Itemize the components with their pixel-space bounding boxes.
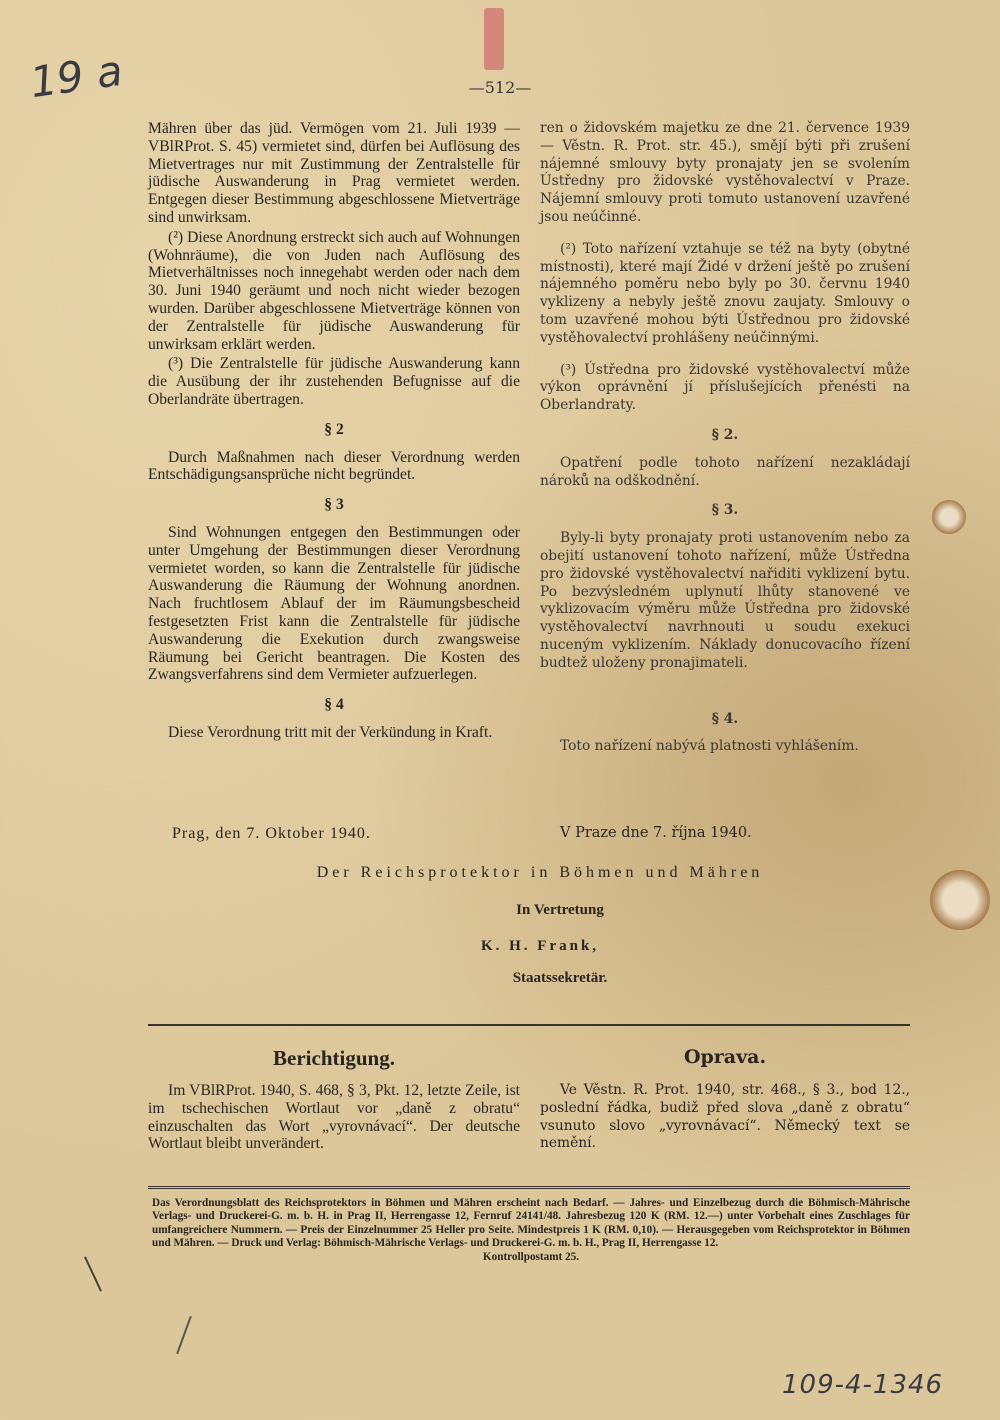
correction-text-german: Im VBlRProt. 1940, S. 468, § 3, Pkt. 12, letzte Zeile, ist im tschechischen Wortlaut vor „daně z obratu“ einzuschalten das Wort „vyrovnávací“. Der deutsche Wortlaut bleibt unverändert. xyxy=(148,1082,520,1153)
signatory-deputy-note: In Vertretung xyxy=(516,902,604,918)
signatory-role: Staatssekretär. xyxy=(512,970,608,986)
german-paragraph: Durch Maßnahmen nach dieser Verordnung werden Entschädigungsansprüche nicht begründet. xyxy=(148,448,520,484)
czech-paragraph: ren o židovském majetku ze dne 21. července 1939 — Věstn. R. Prot. str. 45.), smějí býti při zrušení nájemné smlouvy byty pronajaty jen se svolením Ústředny pro židovské vystěhovalectví v Praze. Nájemní smlouvy proti tomuto ustanovení uzavřené jsou neúčinné. xyxy=(540,120,910,225)
german-paragraph: Diese Verordnung tritt mit der Verkündung in Kraft. xyxy=(168,723,493,741)
german-paragraph: Sind Wohnungen entgegen den Bestimmungen oder unter Umgehung der Bestimmungen dieser Verordnung vermietet worden, so kann die Zentralstelle für jüdische Auswanderung die Räumung der Wohnung anordnen. Nach fruchtlosem Ablauf der im Räumungsbescheid festgesetzten Frist kann die Zentralstelle für jüdische Auswanderung die Exekution durch zwangsweise Räumung bei Gericht beantragen. Die Kosten des Zwangsverfahrens sind dem Vermieter aufzuerlegen. xyxy=(148,523,520,684)
german-paragraph: Mähren über das jüd. Vermögen vom 21. Juli 1939 — VBlRProt. S. 45) vermietet sind, dürfen bei Auflösung des Mietvertrages nur mit Zustimmung der Zentralstelle für jüdische Auswanderung in Prag vermietet werden. Entgegen dieser Bestimmung abgeschlossene Mietverträge sind unwirksam. xyxy=(148,120,520,226)
czech-paragraph: (²) Toto nařízení vztahuje se též na byty (obytné místnosti), které mají Židé v držení ještě po zrušení nájemného poměru nebo byly po 30. červnu 1940 vyklizeny a nebyly ještě znovu zaujaty. Smlouvy o tom uzavřené mohou býti Ústřednou pro židovské vystěhovalectví prohlášeny neúčinnými. xyxy=(540,240,910,346)
place-date-german: Prag, den 7. Oktober 1940. xyxy=(172,825,371,842)
german-column xyxy=(148,120,520,744)
german-paragraph: (³) Die Zentralstelle für jüdische Auswanderung kann die Ausübung der ihr zustehenden Befugnisse auf die Oberlandräte übertragen. xyxy=(148,355,520,408)
section-heading: § 2 xyxy=(324,420,344,438)
page-number: —512— xyxy=(468,78,532,97)
section-heading: § 3 xyxy=(324,496,344,514)
section-heading: § 3. xyxy=(711,502,739,519)
czech-paragraph: Opatření podle tohoto nařízení nezakládají nároků na odškodnění. xyxy=(540,454,910,489)
czech-paragraph: Toto nařízení nabývá platnosti vyhlášením. xyxy=(560,738,859,755)
czech-paragraph: Byly-li byty pronajaty proti ustanovením nebo za obejití ustanovení tohoto nařízení, může Ústředna pro židovské vystěhovalectví nařiditi vyklizení bytu. Po bezvýsledném uplynutí lhůty stanovené ve vyklizovacím výměru může Ústředna pro židovské vystěhovalectví navrhnouti u soudu exekuci nuceným vyklizením. Náklady donucovacího řízení budtež uloženy pronajimateli. xyxy=(540,530,910,671)
czech-paragraph: (³) Ústředna pro židovské vystěhovalectví může výkon oprávnění jí příslušejících přenésti na Oberlandraty. xyxy=(540,361,910,414)
publication-footer xyxy=(152,1197,910,1264)
correction-heading-german: Berichtigung. xyxy=(273,1046,395,1070)
divider xyxy=(148,1024,910,1026)
section-heading: § 4. xyxy=(711,710,739,727)
signatory-title: Der Reichsprotektor in Böhmen und Mähren xyxy=(316,864,764,881)
correction-heading-czech: Oprava. xyxy=(683,1046,767,1068)
footer-postal-note: Kontrollpostamt 25. xyxy=(482,1250,580,1263)
place-date-czech: V Praze dne 7. října 1940. xyxy=(560,825,752,841)
divider xyxy=(148,1186,910,1189)
section-heading: § 2. xyxy=(711,426,739,443)
czech-column xyxy=(540,120,910,758)
pencil-stroke xyxy=(84,1256,102,1291)
signatory-name: K. H. Frank, xyxy=(480,938,600,954)
section-heading: § 4 xyxy=(324,696,344,714)
german-paragraph: (²) Diese Anordnung erstreckt sich auch auf Wohnungen (Wohnräume), die von Juden nach Auflösung des Mietverhältnisses noch innegehabt werden oder nach dem 30. Juni 1940 geräumt und noch nicht wieder bezogen wurden. Darüber abgeschlossene Mietverträge können von der Zentralstelle für jüdische Auswanderung für unwirksam erklärt werden. xyxy=(148,228,520,353)
red-pencil-mark xyxy=(484,8,504,70)
handwritten-archive-number: 109-4-1346 xyxy=(782,1370,944,1400)
footer-text: Das Verordnungsblatt des Reichsprotektors in Böhmen und Mähren erscheint nach Bedarf. — Jahres- und Einzelbezug durch die Böhmisch-Mährische Verlags- und Druckerei-G. m. b. H. in Prag II, Herrengasse 12, Fernruf 24141/48. Jahresbezug 120 K (RM. 12.—) unter Vorbehalt eines Zuschlages für umfangreichere Nummern. — Preis der Einzelnummer 25 Heller pro Seite. Mindestpreis 1 K (RM. 0,10). — Herausgegeben vom Reichsprotektor in Böhmen und Mähren. — Druck und Verlag: Böhmisch-Mährische Verlags- und Druckerei-G. m. b. H., Prag II, Herrengasse 12. xyxy=(152,1197,910,1250)
paper-stain xyxy=(932,500,966,534)
pencil-stroke xyxy=(176,1316,192,1354)
handwritten-folio-mark: 19 a xyxy=(27,45,126,108)
correction-text-czech: Ve Věstn. R. Prot. 1940, str. 468., § 3., bod 12., poslední řádka, budiž před slova „daně z obratu“ vsunuto slovo „vyrovnávací“. Německý text se nemění. xyxy=(540,1082,910,1152)
